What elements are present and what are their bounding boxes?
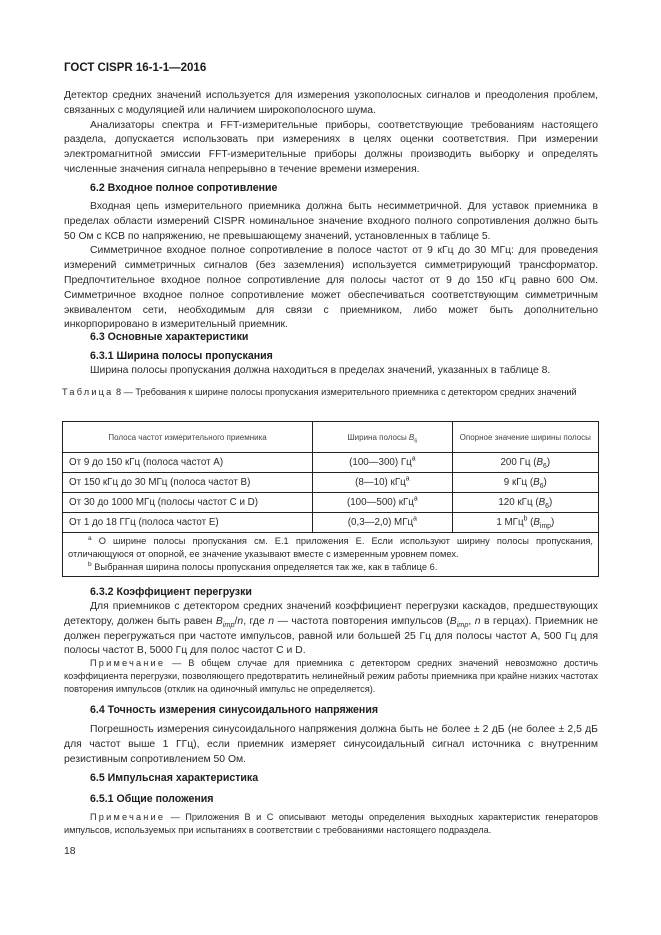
ref-symbol: B	[533, 517, 540, 528]
cell-band: От 30 до 1000 МГц (полосы частот С и D)	[63, 493, 313, 513]
bandwidth-value: (100—500) кГц	[346, 497, 414, 508]
subscript: imp	[456, 619, 469, 629]
text-run: , где	[243, 615, 269, 627]
section-6-3-heading: 6.3 Основные характеристики	[90, 331, 249, 343]
cell-band: От 9 до 150 кГц (полоса частот А)	[63, 453, 313, 473]
cell-band: От 150 кГц до 30 МГц (полоса частот В)	[63, 473, 313, 493]
ref-end: )	[548, 497, 553, 508]
text-run: ,	[468, 615, 475, 627]
section-6-2-paragraph-2: Симметричное входное полное сопротивление в полосе частот от 9 кГц до 30 МГц: для проведения измерений симметричных сигналов (без заземления) используется симметрирующий трансформатор. Предпочтительное входное полное сопротивление для полосы частот от 9 до 150 кГц равно 600 Ом. Симметричное входное полное сопротивление может обеспечиваться соответствующим симметричным эквивалентом сети, необходимым для связи с приемником, либо может быть дополнительно инкорпорировано в измерительный приемник.	[64, 245, 598, 331]
symbol: B	[449, 615, 457, 627]
table-header-bandwidth	[313, 422, 452, 453]
footnote-mark: a	[413, 495, 418, 503]
section-6-5-heading: 6.5 Импульсная характеристика	[90, 772, 259, 784]
ref-subscript: imp	[539, 522, 551, 530]
ref-value: 1 МГц	[496, 517, 524, 528]
document-header: ГОСТ CISPR 16-1-1—2016	[64, 62, 207, 74]
ref-symbol: B	[536, 457, 543, 468]
section-6-3-1-text: Ширина полосы пропускания должна находиться в пределах значений, указанных в таблице 8.	[90, 365, 551, 376]
intro-paragraph-1: Детектор средних значений используется для измерения узкополосных сигналов и преодоления проблем, связанных с модуляцией или наличием широкополосного шума.	[64, 90, 598, 116]
table-8-caption	[62, 386, 599, 399]
section-6-4-heading: 6.4 Точность измерения синусоидального напряжения	[90, 704, 379, 716]
table-header-reference: Опорное значение ширины полосы	[452, 422, 598, 453]
text-run: — частота повторения импульсов (	[274, 615, 450, 627]
table-caption-text: 8 — Требования к ширине полосы пропускания измерительного приемника с детектором средних значений	[116, 387, 577, 397]
section-6-5-1-note	[64, 811, 598, 837]
symbol: n	[268, 615, 274, 627]
note-text: Выбранная ширина полосы пропускания определяется так же, как в таблице 6.	[91, 561, 438, 572]
note-text: — В общем случае для приемника с детектором средних значений невозможно достичь коэффициента перегрузки, позволяющего предотвратить нелинейный режим работы приемника при крайне низких частотах повторения импульсов (отклик на одиночный импульс не определяется).	[64, 658, 598, 695]
section-6-3-2-heading: 6.3.2 Коэффициент перегрузки	[90, 586, 252, 598]
cell-reference	[452, 493, 598, 513]
cell-reference	[452, 473, 598, 493]
bandwidth-value: (8—10) кГц	[355, 477, 406, 488]
cell-reference	[452, 453, 598, 473]
table-header-row	[63, 422, 599, 453]
table-row	[63, 493, 599, 513]
ref-value: 120 кГц (	[498, 497, 539, 508]
symbol: n	[474, 615, 481, 627]
bandwidth-value: (100—300) Гц	[349, 457, 412, 468]
symbol: n	[237, 615, 244, 627]
subscript: imp	[222, 619, 235, 629]
footnote-mark: a	[411, 455, 416, 463]
note-text: О ширине полосы пропускания см. Е.1 приложения Е. Если используют ширину полосы пропускания, отличающуюся от опорной, ее значение указывают вместе с измеренным уровнем помех.	[68, 536, 593, 559]
note-text: — Приложения В и С описывают методы определения выходных характеристик генераторов импульсов, используемых при испытаниях в соответствии с требованиями настоящего подраздела.	[64, 812, 598, 836]
table-row	[63, 473, 599, 493]
header-subscript: 6	[414, 438, 418, 445]
note-label: Примечание	[90, 812, 166, 822]
ref-subscript: 6	[545, 502, 549, 510]
text-run: /	[234, 615, 238, 627]
section-6-3-1-heading: 6.3.1 Ширина полосы пропускания	[90, 350, 273, 362]
table-note-a	[68, 535, 593, 561]
table-row	[63, 453, 599, 473]
footnote-mark: b	[88, 560, 92, 568]
ref-value: 200 Гц (	[500, 457, 537, 468]
cell-bandwidth	[313, 493, 452, 513]
header-symbol: B	[408, 432, 415, 442]
ref-end: )	[543, 477, 547, 488]
ref-end: )	[546, 457, 551, 468]
ref-subscript: 6	[543, 462, 547, 470]
section-6-4-text: Погрешность измерения синусоидального напряжения должна быть не более ± 2 дБ (не более ± 2,5 дБ для частот выше 1 ГГц), если приемник измеряет синусоидальный сигнал источника с внутренним резистивным сопротивлением 50 Ом.	[64, 724, 598, 765]
header-text: Ширина полосы	[347, 432, 409, 442]
cell-reference: 1 МГц$^b$ $(B_{imp})$	[452, 513, 598, 533]
footnote-mark: b	[523, 515, 528, 523]
table-header-band: Полоса частот измерительного приемника	[63, 422, 313, 453]
cell-bandwidth	[313, 473, 452, 493]
ref-subscript: 6	[539, 482, 544, 490]
section-6-5-1-heading: 6.5.1 Общие положения	[90, 793, 214, 805]
symbol: B	[215, 615, 223, 627]
cell-bandwidth	[313, 513, 452, 533]
ref-symbol: B	[538, 497, 546, 508]
footnote-mark: a	[88, 534, 92, 542]
table-8	[62, 421, 599, 577]
intro-paragraph-2: Анализаторы спектра и FFT-измерительные приборы, соответствующие требованиям настоящего раздела, допускается использовать при измерениях в целях оценки соответствия. При измерении электромагнитной эмиссии FFT-измерительные приборы должны производить выборку и определять численные значения сигнала непрерывно в течение времени измерения.	[64, 119, 598, 175]
section-6-2-heading: 6.2 Входное полное сопротивление	[90, 182, 278, 194]
bandwidth-value: (0,3—2,0) МГц	[347, 517, 414, 528]
footnote-mark: a	[413, 515, 417, 523]
text-run: в герцах). Приемник не должен перегружаться при частоте импульсов, равной или большей 25 Гц для полосы частот А, 500 Гц для полосы частот В, 5000 Гц для полос частот С и D.	[64, 615, 598, 657]
table-note-b	[68, 561, 593, 574]
text-run: Для приемников с детектором средних значений коэффициент перегрузки каскадов, предшествующих детектору, должен быть равен	[64, 601, 598, 627]
ref-value: 9 кГц (	[503, 477, 534, 488]
table-caption-label: Таблица	[62, 387, 114, 397]
section-6-3-2-paragraph	[64, 600, 598, 659]
section-6-3-2-note	[64, 657, 598, 697]
section-6-2-paragraph-1: Входная цепь измерительного приемника должна быть несимметричной. Для уставок приемника в пределах области измерений CISPR номинальное значение входного полного сопротивления должно быть 50 Ом с КСВ по напряжению, не превышающему значений, установленных в таблице 5.	[64, 201, 598, 242]
ref-end: )	[550, 517, 555, 528]
table-notes-row	[63, 533, 599, 577]
footnote-mark: a	[405, 475, 410, 483]
cell-bandwidth	[313, 453, 452, 473]
table-row	[63, 513, 599, 533]
ref-symbol: B	[533, 477, 540, 488]
cell-band: От 1 до 18 ГГц (полоса частот Е)	[63, 513, 313, 533]
table-notes	[63, 533, 599, 577]
note-label: Примечание	[90, 658, 166, 668]
page-number: 18	[64, 846, 76, 857]
